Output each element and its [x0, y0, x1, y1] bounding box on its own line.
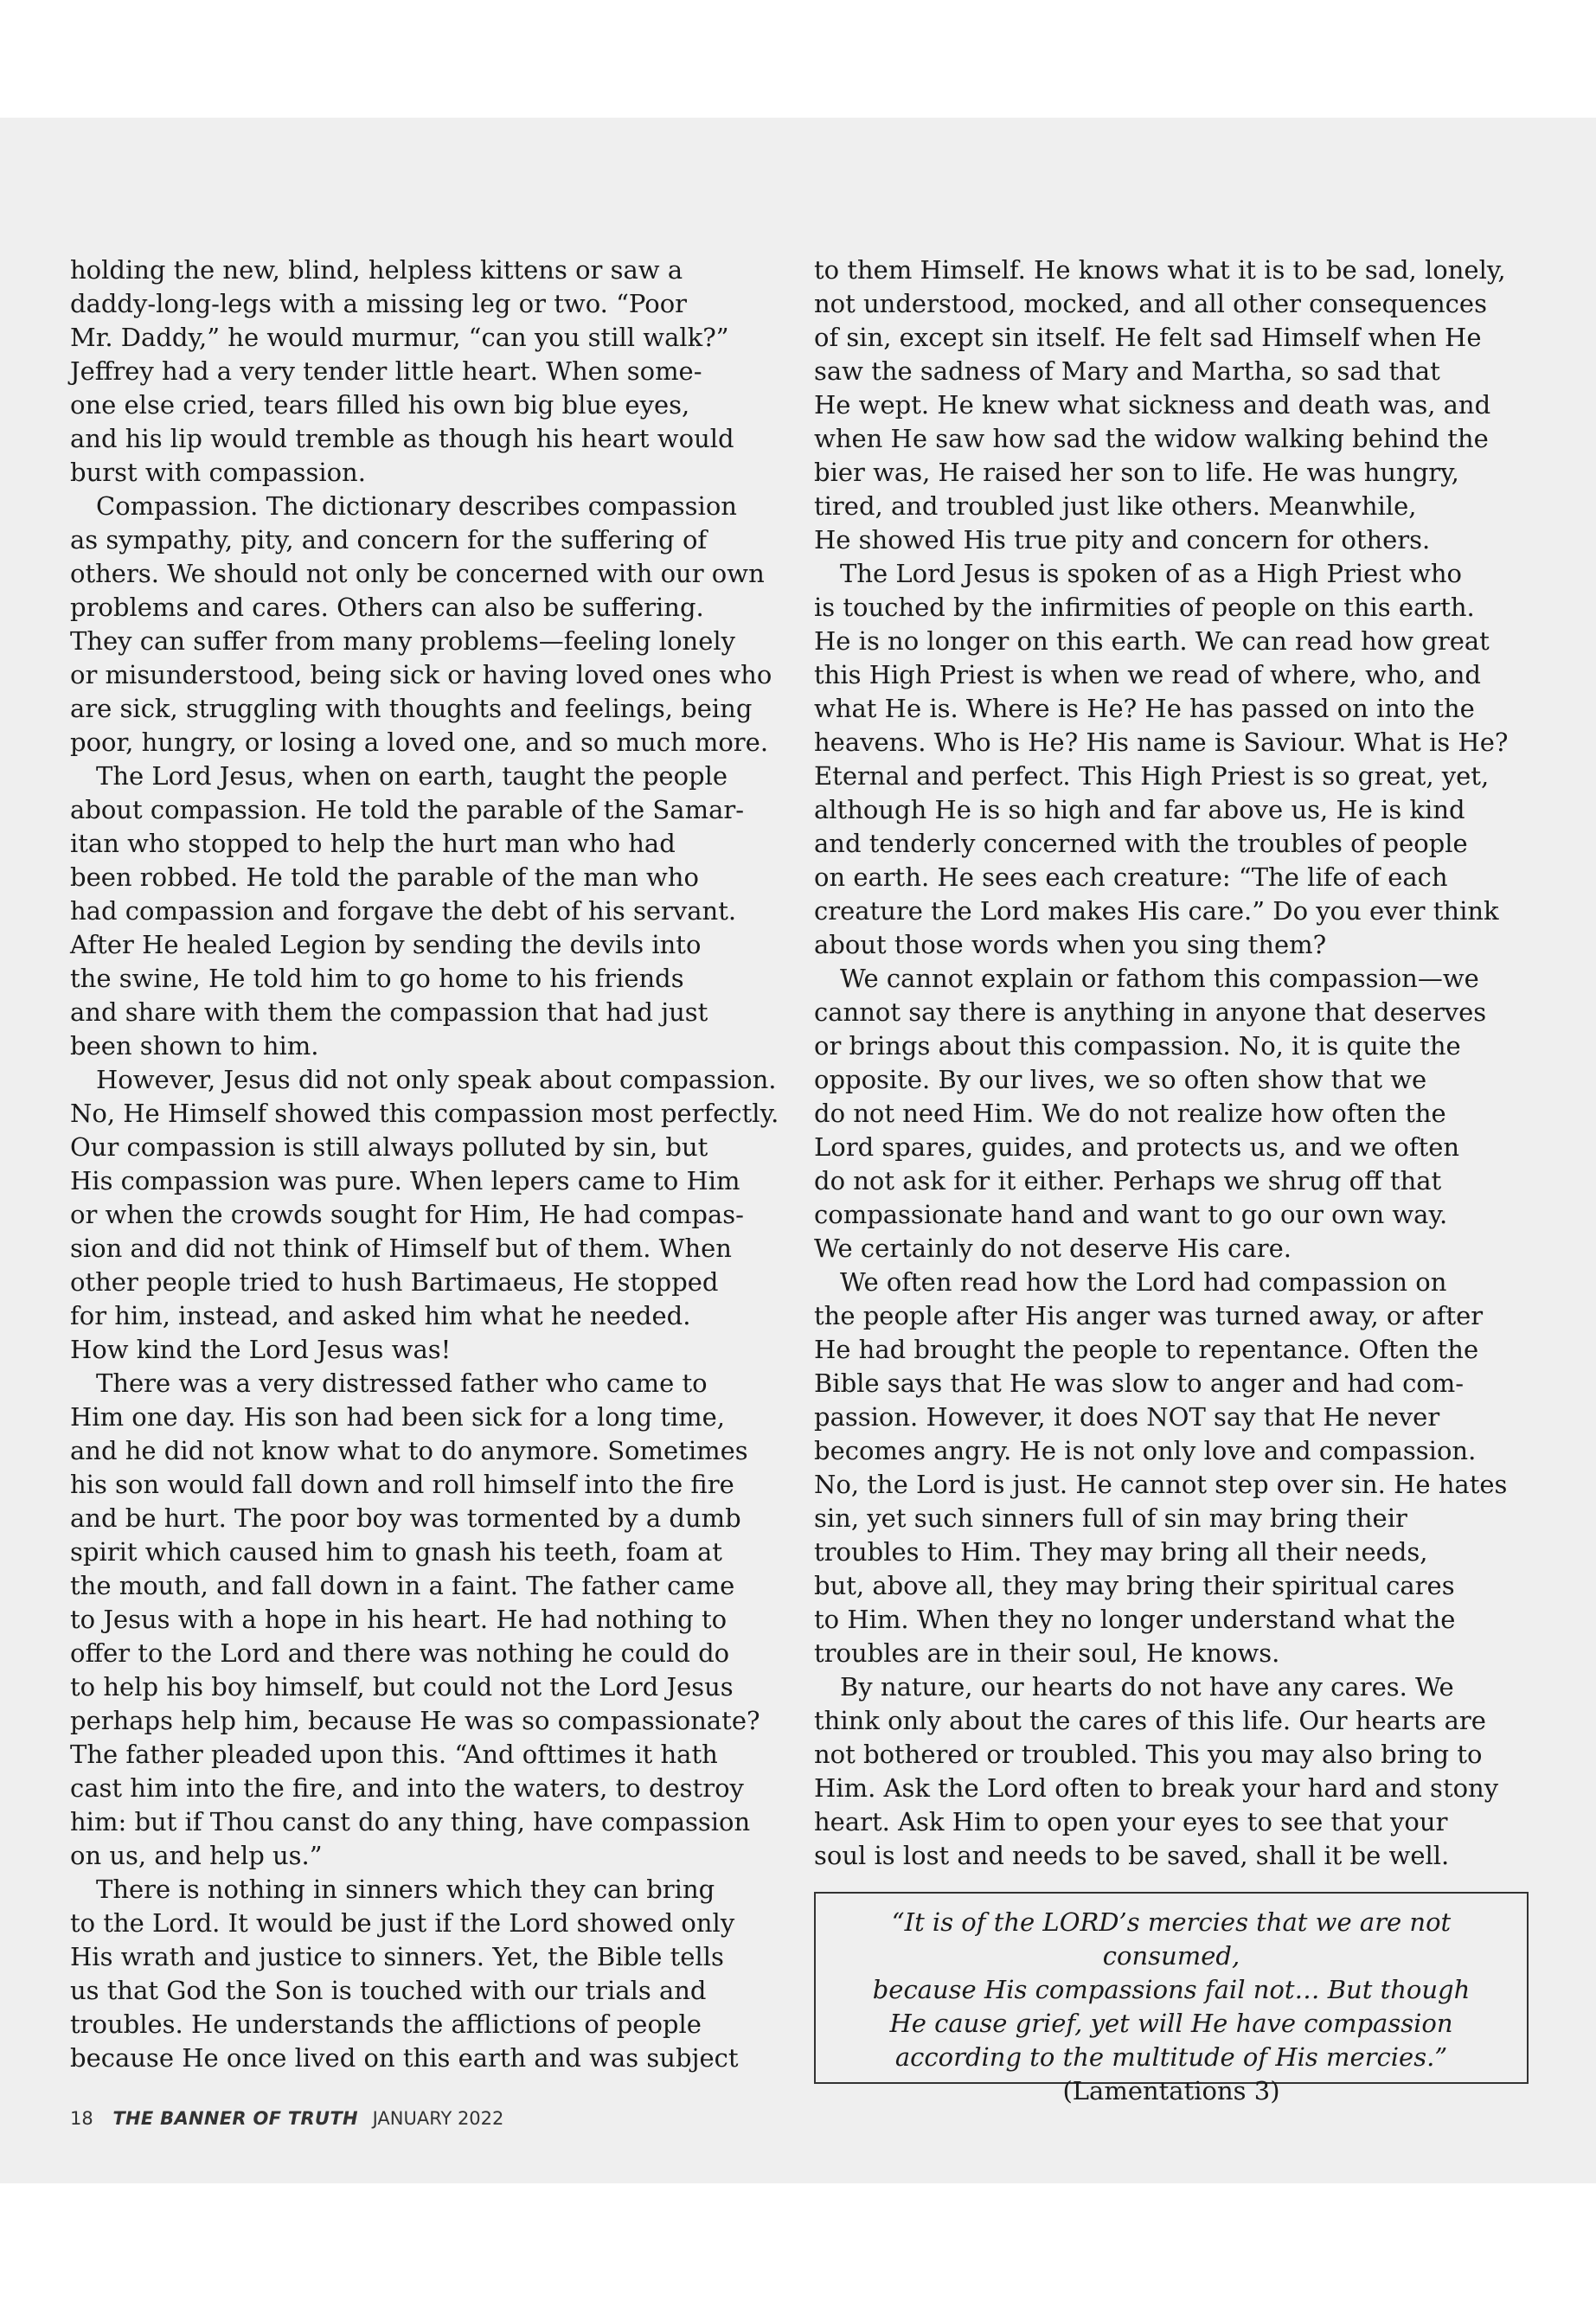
text-line: Compassion. The dictionary describes compassion	[96, 491, 737, 521]
left-column	[70, 253, 788, 2075]
text-line: to the Lord. It would be just if the Lord showed only	[70, 1908, 735, 1938]
text-line: We cannot explain or fathom this compassion—we	[840, 964, 1479, 993]
quote-line: according to the multitude of His mercies.”	[894, 2042, 1448, 2072]
text-line: to Him. When they no longer understand what the	[814, 1605, 1456, 1634]
text-line: as sympathy, pity, and concern for the suffering of	[70, 525, 708, 554]
text-line: is touched by the infirmities of people on this earth.	[814, 593, 1475, 622]
text-line: and be hurt. The poor boy was tormented by a dumb	[70, 1503, 741, 1533]
text-line: problems and cares. Others can also be suffering.	[70, 593, 704, 622]
text-line: when He saw how sad the widow walking behind the	[814, 424, 1489, 453]
text-line: No, He Himself showed this compassion most perfectly.	[70, 1099, 779, 1128]
text-line: The Lord Jesus, when on earth, taught the people	[96, 761, 728, 791]
text-line: soul is lost and needs to be saved, shall it be well.	[814, 1841, 1450, 1870]
text-line: He had brought the people to repentance. Often the	[814, 1335, 1479, 1364]
right-column	[814, 253, 1532, 1873]
text-line: for him, instead, and asked him what he needed.	[70, 1301, 691, 1330]
text-line: tired, and troubled just like others. Meanwhile,	[814, 491, 1417, 521]
text-line: heart. Ask Him to open your eyes to see that your	[814, 1807, 1448, 1836]
text-line: other people tried to hush Bartimaeus, He stopped	[70, 1267, 719, 1297]
text-line: but, above all, they may bring their spiritual cares	[814, 1571, 1455, 1600]
text-line: No, the Lord is just. He cannot step over sin. He hates	[814, 1470, 1508, 1499]
issue-date: JANUARY 2022	[372, 2108, 504, 2129]
text-line: and tenderly concerned with the troubles of people	[814, 829, 1468, 858]
text-line: itan who stopped to help the hurt man who had	[70, 829, 676, 858]
quote-line: because His compassions fail not… But though	[872, 1975, 1471, 2004]
text-line: We certainly do not deserve His care.	[814, 1234, 1292, 1263]
text-line: about compassion. He told the parable of the Samar-	[70, 795, 745, 824]
text-line: Jeffrey had a very tender little heart. When some-	[70, 356, 702, 386]
text-line: Mr. Daddy,” he would murmur, “can you still walk?”	[70, 323, 729, 352]
text-line: However, Jesus did not only speak about compassion.	[96, 1065, 777, 1094]
text-line: on us, and help us.”	[70, 1841, 323, 1870]
text-line: the mouth, and fall down in a faint. The father came	[70, 1571, 735, 1600]
text-line: There is nothing in sinners which they can bring	[96, 1875, 715, 1904]
text-line: of sin, except sin itself. He felt sad Himself when He	[814, 323, 1482, 352]
text-line: others. We should not only be concerned with our own	[70, 559, 765, 588]
text-line: becomes angry. He is not only love and compassion.	[814, 1436, 1477, 1465]
text-line: opposite. By our lives, we so often show that we	[814, 1065, 1427, 1094]
text-line: are sick, struggling with thoughts and feelings, being	[70, 694, 753, 723]
scripture-quote-box	[814, 1892, 1529, 2106]
text-line: the people after His anger was turned away, or after	[814, 1301, 1484, 1330]
text-line: After He healed Legion by sending the devils into	[70, 930, 702, 959]
text-line: to help his boy himself, but could not the Lord Jesus	[70, 1672, 734, 1702]
quote-line: He cause grief, yet will He have compassion	[889, 2009, 1453, 2038]
text-line: He wept. He knew what sickness and death was, and	[814, 390, 1491, 420]
page-footer	[70, 2108, 503, 2129]
text-line: one else cried, tears filled his own big blue eyes,	[70, 390, 690, 420]
text-line: poor, hungry, or losing a loved one, and so much more.	[70, 727, 769, 757]
text-line: saw the sadness of Mary and Martha, so sad that	[814, 356, 1440, 386]
text-line: Him one day. His son had been sick for a long time,	[70, 1402, 726, 1432]
text-line: what He is. Where is He? He has passed on into the	[814, 694, 1475, 723]
text-line: because He once lived on this earth and was subject	[70, 2043, 739, 2073]
page-number: 18	[70, 2108, 93, 2129]
text-line: troubles are in their soul, He knows.	[814, 1638, 1280, 1668]
text-line: heavens. Who is He? His name is Saviour. What is He?	[814, 727, 1509, 757]
text-line: do not ask for it either. Perhaps we shrug off that	[814, 1166, 1442, 1195]
text-line: spirit which caused him to gnash his teeth, foam at	[70, 1537, 722, 1567]
text-line: the swine, He told him to go home to his friends	[70, 964, 684, 993]
text-line: and his lip would tremble as though his heart would	[70, 424, 734, 453]
magazine-name: THE BANNER OF TRUTH	[112, 2108, 358, 2129]
text-line: bier was, He raised her son to life. He was hungry,	[814, 458, 1459, 487]
text-line: think only about the cares of this life. Our hearts are	[814, 1706, 1486, 1735]
text-line: and he did not know what to do anymore. Sometimes	[70, 1436, 748, 1465]
quote-line: “It is of the LORD’s mercies that we are not consumed,	[891, 1907, 1452, 1971]
text-line: troubles. He understands the afflictions of people	[70, 2009, 702, 2039]
text-line: They can suffer from many problems—feeling lonely	[70, 626, 736, 656]
text-line: perhaps help him, because He was so compassionate?	[70, 1706, 760, 1735]
text-line: to them Himself. He knows what it is to be sad, lonely,	[814, 255, 1506, 285]
text-line: Bible says that He was slow to anger and had com-	[814, 1368, 1465, 1398]
text-line: He showed His true pity and concern for others.	[814, 525, 1431, 554]
text-line: had compassion and forgave the debt of his servant.	[70, 896, 737, 926]
text-line: him: but if Thou canst do any thing, have compassion	[70, 1807, 751, 1836]
text-line: daddy-long-legs with a missing leg or two. “Poor	[70, 289, 688, 318]
text-line: and share with them the compassion that had just	[70, 997, 708, 1027]
text-line: Lord spares, guides, and protects us, and we often	[814, 1132, 1460, 1162]
text-line: cast him into the fire, and into the waters, to destroy	[70, 1773, 744, 1803]
text-line: sin, yet such sinners full of sin may bring their	[814, 1503, 1407, 1533]
text-line: His compassion was pure. When lepers came to Him	[70, 1166, 740, 1195]
text-line: The Lord Jesus is spoken of as a High Priest who	[840, 559, 1462, 588]
text-line: Eternal and perfect. This High Priest is so great, yet,	[814, 761, 1490, 791]
text-line: been shown to him.	[70, 1031, 319, 1061]
text-line: do not need Him. We do not realize how often the	[814, 1099, 1446, 1128]
text-line: to Jesus with a hope in his heart. He had nothing to	[70, 1605, 727, 1634]
text-line: about those words when you sing them?	[814, 930, 1327, 959]
text-line: burst with compassion.	[70, 458, 366, 487]
text-line: By nature, our hearts do not have any cares. We	[840, 1672, 1454, 1702]
text-line: holding the new, blind, helpless kittens or saw a	[70, 255, 683, 285]
text-line: passion. However, it does NOT say that He never	[814, 1402, 1440, 1432]
text-line: creature the Lord makes His care.” Do you ever think	[814, 896, 1499, 926]
text-line: He is no longer on this earth. We can read how great	[814, 626, 1490, 656]
text-line: his son would fall down and roll himself into the fire	[70, 1470, 734, 1499]
text-line: although He is so high and far above us, He is kind	[814, 795, 1465, 824]
text-line: His wrath and justice to sinners. Yet, the Bible tells	[70, 1942, 724, 1971]
text-line: The father pleaded upon this. “And ofttimes it hath	[70, 1740, 718, 1769]
text-line: We often read how the Lord had compassion on	[840, 1267, 1447, 1297]
text-line: offer to the Lord and there was nothing he could do	[70, 1638, 730, 1668]
text-line: cannot say there is anything in anyone that deserves	[814, 997, 1487, 1027]
text-line: or brings about this compassion. No, it is quite the	[814, 1031, 1461, 1061]
text-line: Our compassion is still always polluted by sin, but	[70, 1132, 708, 1162]
text-line: us that God the Son is touched with our trials and	[70, 1976, 707, 2005]
text-line: How kind the Lord Jesus was!	[70, 1335, 452, 1364]
text-line: sion and did not think of Himself but of them. When	[70, 1234, 732, 1263]
text-line: this High Priest is when we read of where, who, and	[814, 660, 1481, 689]
text-line: troubles to Him. They may bring all their needs,	[814, 1537, 1428, 1567]
text-line: not bothered or troubled. This you may also bring to	[814, 1740, 1483, 1769]
text-line: not understood, mocked, and all other consequences	[814, 289, 1487, 318]
text-line: been robbed. He told the parable of the man who	[70, 862, 699, 892]
text-line: or misunderstood, being sick or having loved ones who	[70, 660, 772, 689]
text-line: There was a very distressed father who came to	[96, 1368, 708, 1398]
text-line: on earth. He sees each creature: “The life of each	[814, 862, 1448, 892]
quote-reference: (Lamentations 3)	[1062, 2076, 1280, 2106]
text-line: or when the crowds sought for Him, He had compas-	[70, 1200, 744, 1229]
text-line: Him. Ask the Lord often to break your hard and stony	[814, 1773, 1499, 1803]
text-line: compassionate hand and want to go our own way.	[814, 1200, 1448, 1229]
